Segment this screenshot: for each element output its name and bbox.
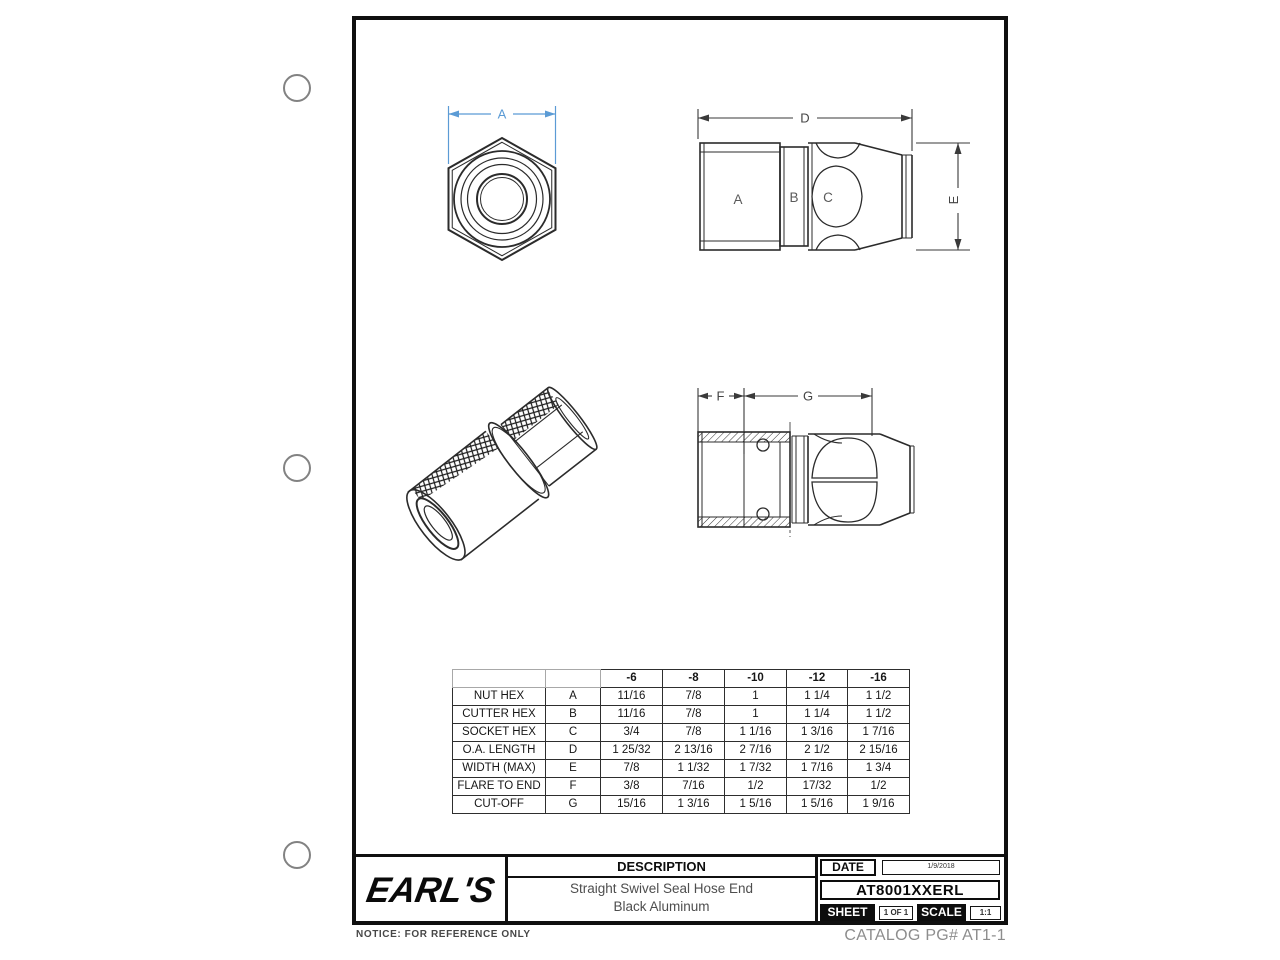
view-label-a: A [733, 192, 743, 207]
table-cell: 1 5/16 [787, 796, 848, 814]
table-corner-cell [453, 670, 546, 688]
hole-punch-icon [283, 74, 311, 102]
row-label: CUTTER HEX [453, 706, 546, 724]
title-block [356, 854, 1004, 924]
table-cell: 3/8 [601, 778, 663, 796]
row-letter: C [546, 724, 601, 742]
earls-logo: EARL'S [363, 870, 498, 910]
table-row [453, 760, 910, 778]
table-cell: 1 3/16 [663, 796, 725, 814]
table-row [453, 778, 910, 796]
table-cell: 1 25/32 [601, 742, 663, 760]
table-cell: 1 1/32 [663, 760, 725, 778]
description-line2: Black Aluminum [613, 899, 710, 915]
dim-label-g: G [802, 388, 814, 404]
table-cell: 1 1/2 [848, 688, 910, 706]
table-cell: 7/8 [663, 706, 725, 724]
isometric-view [383, 342, 638, 592]
hole-punch-icon [283, 454, 311, 482]
dim-label-a: A [497, 106, 507, 122]
table-cell: 1/2 [848, 778, 910, 796]
date-value: 1/9/2018 [882, 860, 1000, 875]
table-cell: 2 7/16 [725, 742, 787, 760]
table-cell: 1 3/4 [848, 760, 910, 778]
dim-label-d: D [800, 110, 810, 126]
table-cell: 1 1/4 [787, 706, 848, 724]
table-cell: 1 3/16 [787, 724, 848, 742]
front-hex-view [432, 100, 582, 270]
sheet-label: SHEET [820, 904, 875, 921]
table-size-header: -10 [725, 670, 787, 688]
table-row [453, 724, 910, 742]
row-letter: E [546, 760, 601, 778]
table-cell: 1 7/16 [787, 760, 848, 778]
table-cell: 7/16 [663, 778, 725, 796]
table-size-header: -12 [787, 670, 848, 688]
side-view [690, 103, 985, 265]
catalog-ref: CATALOG PG# AT1-1 [844, 927, 1006, 944]
table-size-header: -8 [663, 670, 725, 688]
row-letter: D [546, 742, 601, 760]
table-row [453, 688, 910, 706]
part-number: AT8001XXERL [820, 880, 1000, 900]
table-cell: 1 [725, 706, 787, 724]
table-cell: 1 7/32 [725, 760, 787, 778]
row-label: NUT HEX [453, 688, 546, 706]
row-letter: F [546, 778, 601, 796]
table-row [453, 796, 910, 814]
table-cell: 11/16 [601, 706, 663, 724]
table-cell: 7/8 [601, 760, 663, 778]
dim-label-f: F [716, 388, 725, 404]
table-row [453, 706, 910, 724]
notice-text: NOTICE: FOR REFERENCE ONLY [356, 929, 531, 940]
info-cell [818, 857, 1004, 924]
dimension-e [916, 143, 970, 250]
scale-label: SCALE [917, 904, 966, 921]
row-letter: A [546, 688, 601, 706]
dimension-table [452, 669, 910, 814]
table-cell: 3/4 [601, 724, 663, 742]
row-letter: G [546, 796, 601, 814]
table-cell: 17/32 [787, 778, 848, 796]
table-corner-cell [546, 670, 601, 688]
row-label: WIDTH (MAX) [453, 760, 546, 778]
description-header: DESCRIPTION [508, 857, 815, 878]
section-view [688, 376, 988, 546]
description-line1: Straight Swivel Seal Hose End [569, 881, 754, 896]
table-cell: 1 1/16 [725, 724, 787, 742]
table-header-row [453, 670, 910, 688]
table-cell: 7/8 [663, 688, 725, 706]
hole-punch-icon [283, 841, 311, 869]
description-text [508, 880, 815, 916]
scale-value: 1:1 [970, 906, 1001, 920]
table-cell: 1 7/16 [848, 724, 910, 742]
view-label-b: B [789, 190, 799, 205]
table-cell: 1 5/16 [725, 796, 787, 814]
description-cell [508, 857, 818, 924]
table-cell: 2 13/16 [663, 742, 725, 760]
table-cell: 1 1/4 [787, 688, 848, 706]
row-label: FLARE TO END [453, 778, 546, 796]
sheet-value: 1 OF 1 [879, 906, 913, 920]
dim-label-e: E [946, 195, 961, 205]
table-row [453, 742, 910, 760]
row-label: CUT-OFF [453, 796, 546, 814]
table-size-header: -16 [848, 670, 910, 688]
table-cell: 1 9/16 [848, 796, 910, 814]
table-cell: 7/8 [663, 724, 725, 742]
table-cell: 15/16 [601, 796, 663, 814]
table-size-header: -6 [601, 670, 663, 688]
date-label: DATE [820, 859, 876, 876]
view-label-c: C [823, 190, 833, 205]
row-label: SOCKET HEX [453, 724, 546, 742]
table-cell: 2 1/2 [787, 742, 848, 760]
logo-cell [356, 857, 508, 924]
row-letter: B [546, 706, 601, 724]
row-label: O.A. LENGTH [453, 742, 546, 760]
table-cell: 1/2 [725, 778, 787, 796]
table-cell: 2 15/16 [848, 742, 910, 760]
table-cell: 1 1/2 [848, 706, 910, 724]
table-cell: 1 [725, 688, 787, 706]
table-cell: 11/16 [601, 688, 663, 706]
